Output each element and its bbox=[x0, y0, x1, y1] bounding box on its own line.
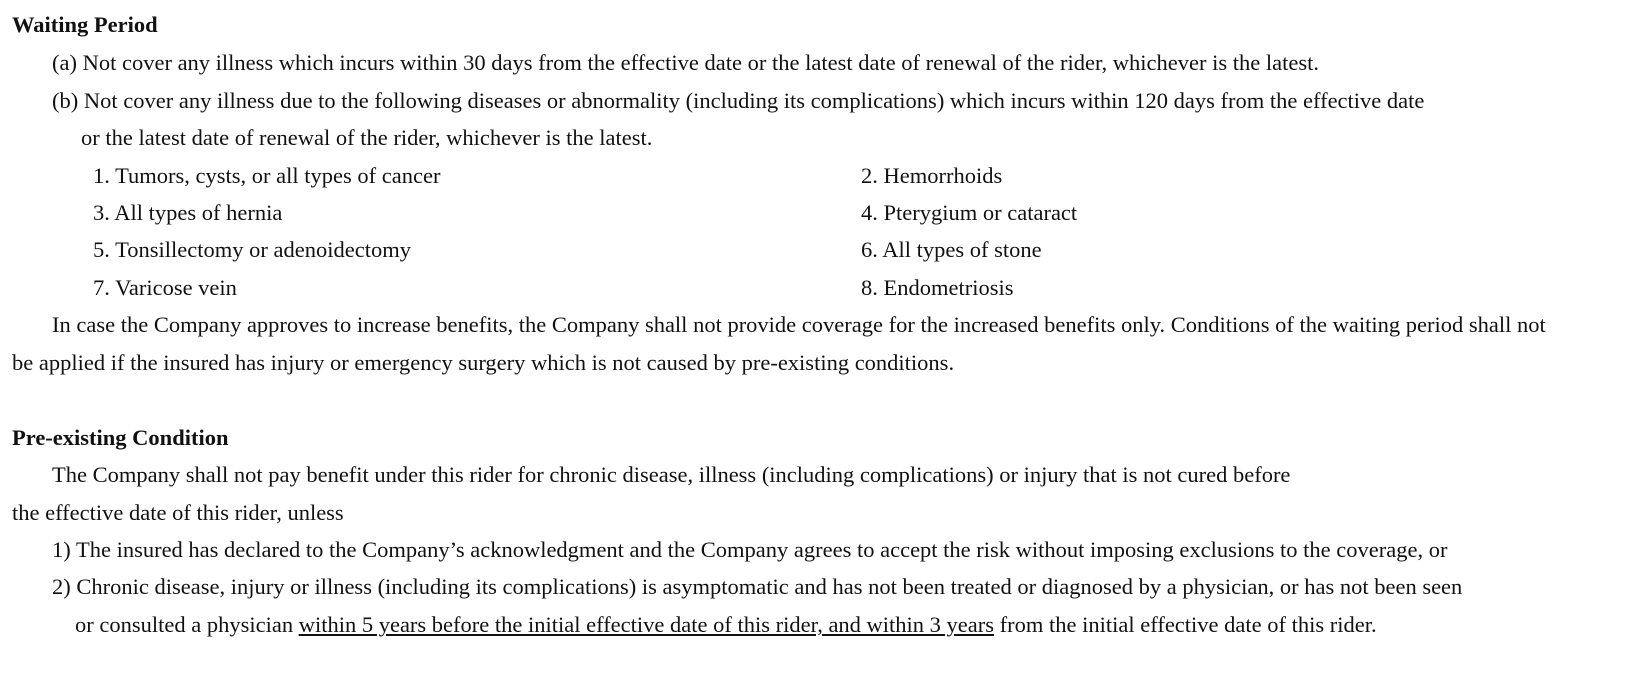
disease-list-item: 1. Tumors, cysts, or all types of cancer bbox=[93, 163, 441, 188]
pre-existing-item-2-line1: 2) Chronic disease, injury or illness (including its complications) is asymptomatic and has not been treated or diagnosed by a physician, or has not been seen bbox=[52, 574, 1463, 599]
item-2-line2-start: or consulted a physician bbox=[75, 612, 299, 637]
disease-list-item: 2. Hemorrhoids bbox=[861, 163, 1003, 188]
pre-existing-heading: Pre-existing Condition bbox=[12, 425, 229, 450]
pre-existing-item-2-line2 bbox=[75, 611, 1377, 639]
disease-list-item: 5. Tonsillectomy or adenoidectomy bbox=[93, 237, 411, 262]
waiting-period-item-b-line2: or the latest date of renewal of the rider, whichever is the latest. bbox=[81, 125, 653, 150]
waiting-period-heading: Waiting Period bbox=[12, 12, 158, 37]
pre-existing-intro-line2: the effective date of this rider, unless bbox=[12, 500, 344, 525]
item-2-line2-end: from the initial effective date of this rider. bbox=[994, 612, 1377, 637]
item-2-underlined-period: within 5 years before the initial effective date of this rider, and within 3 years bbox=[298, 612, 995, 637]
waiting-period-note-line2: be applied if the insured has injury or emergency surgery which is not caused by pre-existing conditions. bbox=[12, 350, 955, 375]
disease-list-item: 7. Varicose vein bbox=[93, 275, 237, 300]
pre-existing-item-1: 1) The insured has declared to the Company’s acknowledgment and the Company agrees to accept the risk without imposing exclusions to the coverage, or bbox=[52, 537, 1448, 562]
waiting-period-item-a: (a) Not cover any illness which incurs within 30 days from the effective date or the latest date of renewal of the rider, whichever is the latest. bbox=[52, 50, 1319, 75]
waiting-period-item-b-line1: (b) Not cover any illness due to the following diseases or abnormality (including its complications) which incurs within 120 days from the effective date bbox=[52, 88, 1425, 113]
waiting-period-note-line1: In case the Company approves to increase benefits, the Company shall not provide coverage for the increased benefits only. Conditions of the waiting period shall not bbox=[52, 312, 1546, 337]
disease-list-item: 4. Pterygium or cataract bbox=[861, 200, 1078, 225]
disease-list-item: 8. Endometriosis bbox=[861, 275, 1014, 300]
disease-list-item: 3. All types of hernia bbox=[93, 200, 283, 225]
disease-list-item: 6. All types of stone bbox=[861, 237, 1042, 262]
pre-existing-intro-line1: The Company shall not pay benefit under this rider for chronic disease, illness (including complications) or injury that is not cured before bbox=[52, 462, 1291, 487]
